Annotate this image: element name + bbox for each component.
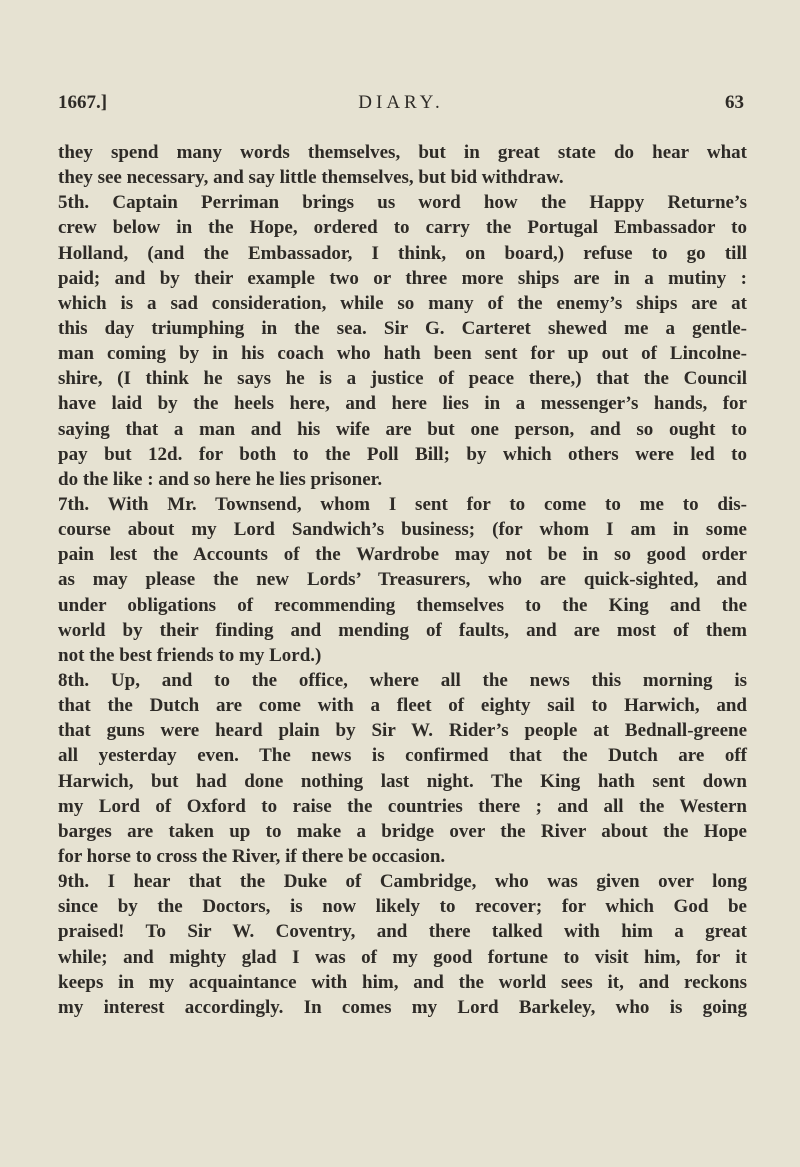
text-line: 5th. Captain Perriman brings us word how the Happy Returne’s [58, 192, 747, 214]
text-line: my Lord of Oxford to raise the countries there ; and all the Western [58, 795, 747, 817]
text-line: which is a sad consideration, while so many of the enemy’s ships are at [58, 292, 747, 314]
text-line: man coming by in his coach who hath been sent for up out of Lincolne- [58, 343, 747, 365]
text-line: Harwich, but had done nothing last night. The King hath sent down [58, 770, 747, 792]
header-title: DIARY. [358, 92, 444, 113]
text-line: under obligations of recommending themselves to the King and the [58, 594, 747, 616]
text-line: saying that a man and his wife are but one person, and so ought to [58, 418, 747, 440]
text-line: 7th. With Mr. Townsend, whom I sent for to come to me to dis- [58, 493, 747, 515]
text-line: pain lest the Accounts of the Wardrobe may not be in so good order [58, 544, 747, 566]
text-line: not the best friends to my Lord.) [58, 644, 322, 666]
text-line: that guns were heard plain by Sir W. Rider’s people at Bednall-greene [58, 720, 747, 742]
text-line: world by their finding and mending of faults, and are most of them [58, 619, 747, 641]
text-line: all yesterday even. The news is confirmed that the Dutch are off [58, 745, 747, 767]
text-line: that the Dutch are come with a fleet of eighty sail to Harwich, and [58, 695, 747, 717]
text-line: paid; and by their example two or three more ships are in a mutiny : [58, 267, 747, 289]
text-line: crew below in the Hope, ordered to carry the Portugal Embassador to [58, 217, 747, 239]
text-line: have laid by the heels here, and here lies in a messenger’s hands, for [58, 393, 747, 415]
diary-text [58, 140, 747, 1020]
text-line: this day triumphing in the sea. Sir G. Carteret shewed me a gentle- [58, 317, 747, 339]
text-line: while; and mighty glad I was of my good fortune to visit him, for it [58, 946, 747, 968]
text-line: shire, (I think he says he is a justice of peace there,) that the Council [58, 368, 747, 390]
header-year: 1667.] [58, 92, 108, 113]
text-line: they spend many words themselves, but in great state do hear what [58, 142, 747, 163]
text-line: barges are taken up to make a bridge over the River about the Hope [58, 820, 747, 842]
text-line: they see necessary, and say little themselves, but bid withdraw. [58, 167, 564, 189]
text-line: my interest accordingly. In comes my Lord Barkeley, who is going [58, 996, 747, 1018]
text-line: 9th. I hear that the Duke of Cambridge, who was given over long [58, 871, 747, 893]
page-number: 63 [725, 92, 744, 113]
text-line: Holland, (and the Embassador, I think, on board,) refuse to go till [58, 242, 747, 264]
running-header [58, 92, 744, 122]
text-line: praised! To Sir W. Coventry, and there talked with him a great [58, 921, 747, 943]
text-line: since by the Doctors, is now likely to recover; for which God be [58, 896, 747, 918]
text-line: for horse to cross the River, if there be occasion. [58, 845, 446, 867]
text-line: course about my Lord Sandwich’s business; (for whom I am in some [58, 519, 747, 541]
text-line: 8th. Up, and to the office, where all the news this morning is [58, 669, 747, 691]
text-line: as may please the new Lords’ Treasurers, who are quick-sighted, and [58, 569, 747, 591]
text-line: do the like : and so here he lies prisoner. [58, 468, 383, 490]
text-line: pay but 12d. for both to the Poll Bill; by which others were led to [58, 443, 747, 465]
text-line: keeps in my acquaintance with him, and the world sees it, and reckons [58, 971, 747, 993]
